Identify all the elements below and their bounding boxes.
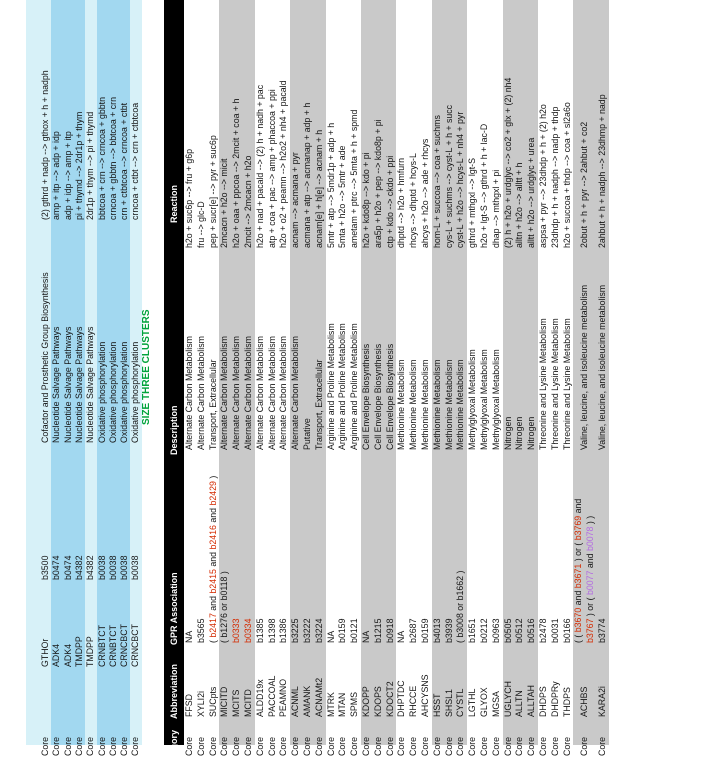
cell-abbreviation: MCITD bbox=[243, 689, 253, 717]
cell-gpr-association: b0031 bbox=[549, 618, 560, 643]
cell-reaction: pi + thymd --> 2dr1p + thym bbox=[73, 111, 84, 220]
cell-description: Alternate Carbon Metabolism bbox=[254, 336, 265, 450]
cell-reaction: atp + coa + pac --> amp + phaccoa + ppi bbox=[266, 89, 277, 248]
cell-abbreviation: HSST bbox=[431, 693, 442, 717]
cell-gpr-association: b0963 bbox=[490, 618, 501, 643]
cell-abbreviation: RHCCE bbox=[408, 685, 419, 717]
cell-category: Core bbox=[266, 736, 277, 756]
cell-abbreviation: DHPTDC bbox=[396, 680, 407, 717]
cell-category: Core bbox=[502, 736, 513, 756]
cell-gpr-association: b0474 bbox=[51, 555, 62, 580]
cell-category: Core bbox=[420, 736, 430, 756]
cell-description: Methionine Metabolism bbox=[455, 359, 466, 450]
cell-description: Threonine and Lysine Metabolism bbox=[538, 318, 548, 450]
cell-category: Core bbox=[443, 736, 454, 756]
cell-reaction: 2dr1p + thym --> pi + thymd bbox=[85, 111, 96, 220]
cell-description: Oxidative phosphorylation bbox=[119, 341, 130, 443]
cell-abbreviation: CYSTL bbox=[455, 688, 466, 717]
cell-abbreviation: MCITS bbox=[231, 689, 242, 717]
cell-category: Core bbox=[302, 736, 312, 756]
cell-category: Core bbox=[40, 736, 50, 756]
cell-reaction: h2o + kdo8p --> kdo + pi bbox=[361, 152, 371, 248]
cell-reaction: amp + itp --> adp + idp bbox=[51, 131, 62, 220]
cell-category: Core bbox=[526, 736, 537, 756]
cell-description: Valine, leucine, and isoleucine metabolism bbox=[579, 284, 590, 450]
cell-description: Nitrogen bbox=[526, 416, 537, 450]
cell-category: Core bbox=[467, 736, 478, 756]
cell-category: Core bbox=[195, 736, 206, 756]
cell-gpr-association-line2: b3767 ) or ( b0077 and b0078 ) ) bbox=[585, 515, 596, 643]
cell-abbreviation: FFSD bbox=[184, 694, 194, 717]
cell-gpr-association: b0334 bbox=[243, 618, 253, 643]
cell-gpr-association: b2687 bbox=[408, 618, 419, 643]
cell-category: Core bbox=[119, 736, 130, 756]
cell-gpr-association: b3565 bbox=[195, 618, 206, 643]
cell-reaction: adp + idp --> amp + itp bbox=[62, 131, 73, 220]
cell-abbreviation: GTHOr bbox=[40, 638, 50, 667]
cell-category: Core bbox=[62, 736, 73, 756]
cell-description: Oxidative phosphorylation bbox=[130, 341, 141, 443]
cell-category: Core bbox=[325, 736, 336, 756]
cell-gpr-association: b0474 bbox=[62, 555, 73, 580]
cell-description: Methionine Metabolism bbox=[420, 359, 430, 450]
cell-description: Methionine Metabolism bbox=[396, 359, 407, 450]
cell-abbreviation: LGTHL bbox=[467, 688, 478, 717]
cell-abbreviation: MTAN bbox=[337, 692, 348, 717]
cell-description: Methylglyoxal Metabolism bbox=[490, 349, 501, 450]
cell-abbreviation: ALLTN bbox=[514, 690, 525, 717]
cell-reaction: pep + sucr[e] --> pyr + suc6p bbox=[207, 135, 218, 248]
cell-gpr-association: b0159 bbox=[420, 618, 430, 643]
cell-reaction: crncoa + ctbt --> crn + ctbtcoa bbox=[130, 102, 141, 220]
cell-category: Core bbox=[514, 736, 525, 756]
cell-gpr-association: b3774 bbox=[597, 618, 607, 643]
cell-gpr-association: b1215 bbox=[372, 618, 383, 643]
cell-abbreviation: THDPS bbox=[561, 687, 572, 717]
cell-abbreviation: KARA2i bbox=[597, 686, 607, 717]
cell-description: Arginine and Proline Metabolism bbox=[325, 323, 336, 450]
cell-abbreviation: CRNBTCT bbox=[107, 624, 118, 667]
cell-category: Core bbox=[561, 736, 572, 756]
cell-abbreviation: ACHBS bbox=[579, 686, 590, 717]
cell-category: Core bbox=[85, 736, 96, 756]
cell-reaction: dhap --> mthgxl + pi bbox=[490, 169, 501, 248]
cell-reaction: gthrd + mthgxl --> lgt-S bbox=[467, 158, 478, 248]
cell-gpr-association: b4382 bbox=[73, 555, 84, 580]
cell-abbreviation: TMDPP bbox=[85, 636, 96, 667]
cell-reaction: acmana + atp --> acmanap + adp + h bbox=[302, 102, 312, 248]
cell-gpr-association: b0166 bbox=[561, 618, 572, 643]
cell-description: Methionine Metabolism bbox=[443, 359, 454, 450]
cell-abbreviation: AMANK bbox=[302, 685, 312, 717]
cell-description: Threonine and Lysine Metabolism bbox=[561, 318, 572, 450]
cell-gpr-association: b0516 bbox=[526, 618, 537, 643]
cell-category: Core bbox=[73, 736, 84, 756]
cell-reaction: 23dhdp + h + nadph --> nadp + thdp bbox=[549, 106, 560, 248]
column-header-gpr-association: GPR Association bbox=[169, 572, 179, 645]
cell-category: Core bbox=[290, 736, 301, 756]
cell-gpr-association: NA bbox=[325, 630, 336, 643]
cell-description: Methylglyoxal Metabolism bbox=[467, 349, 478, 450]
cell-description: Cell Envelope Biosynthesis bbox=[372, 343, 383, 450]
cell-description: Methionine Metabolism bbox=[431, 359, 442, 450]
column-header-reaction: Reaction bbox=[169, 184, 179, 223]
cell-description: Transport, Extracellular bbox=[313, 359, 324, 450]
cell-reaction: ctp + kdo --> ckdo + ppi bbox=[384, 155, 395, 248]
cell-reaction: fru --> glc-D bbox=[195, 201, 206, 248]
cell-description: Putative bbox=[302, 418, 312, 450]
cell-gpr-association: NA bbox=[184, 630, 194, 643]
cell-gpr-association: b0333 bbox=[231, 618, 242, 643]
cell-gpr-association: b1386 bbox=[278, 618, 289, 643]
cell-gpr-association: b3224 bbox=[313, 618, 324, 643]
cell-category: Core bbox=[579, 736, 590, 756]
cell-abbreviation: ADK4 bbox=[62, 644, 73, 667]
cell-reaction: h2o + suc6p --> fru + g6p bbox=[184, 148, 194, 248]
cell-description: Oxidative phosphorylation bbox=[107, 341, 118, 443]
cell-reaction: h2o + lgt-S --> gthrd + h + lac-D bbox=[479, 123, 489, 248]
cell-description: Alternate Carbon Metabolism bbox=[231, 336, 242, 450]
cell-gpr-association: NA bbox=[361, 630, 371, 643]
cell-category: Core bbox=[337, 736, 348, 756]
cell-description: Arginine and Proline Metabolism bbox=[349, 323, 360, 450]
cell-reaction: h2o + o2 + peamn --> h2o2 + nh4 + pacald bbox=[278, 80, 289, 248]
cell-category: Core bbox=[243, 736, 253, 756]
cell-reaction: (2) gthrd + nadp --> gthox + h + nadph bbox=[40, 70, 50, 220]
cell-category: Core bbox=[372, 736, 383, 756]
cell-reaction: rhcys --> dhptd + hcys-L bbox=[408, 153, 419, 248]
cell-gpr-association: b0038 bbox=[96, 555, 107, 580]
cell-reaction: cys-L + suchms --> cyst-L + h + succ bbox=[443, 104, 454, 248]
cell-gpr-association: b3939 bbox=[443, 618, 454, 643]
cell-description: Alternate Carbon Metabolism bbox=[219, 336, 230, 450]
cell-abbreviation: CRNCBCT bbox=[130, 623, 141, 667]
column-header-category: Category bbox=[169, 729, 179, 769]
cell-abbreviation: DHDPS bbox=[538, 686, 548, 717]
cell-category: Core bbox=[278, 736, 289, 756]
cell-reaction: 2mcacn + h2o --> micit bbox=[219, 158, 230, 248]
cell-category: Core bbox=[549, 736, 560, 756]
cell-category: Core bbox=[130, 736, 141, 756]
cell-category: Core bbox=[538, 736, 548, 756]
cell-gpr-association: b4013 bbox=[431, 618, 442, 643]
cell-gpr-association: b2478 bbox=[538, 618, 548, 643]
cell-reaction: dhptd --> h2o + hmfurn bbox=[396, 158, 407, 248]
cell-reaction: acnam[e] + h[e] --> acnam + h bbox=[313, 129, 324, 248]
cell-abbreviation: ALLTAH bbox=[526, 685, 537, 717]
cell-gpr-association: b0038 bbox=[119, 555, 130, 580]
cell-reaction: acnam --> acmana + pyr bbox=[290, 152, 301, 248]
cell-reaction: ara5p + h2o + pep --> kdo8p + pi bbox=[372, 119, 383, 248]
cell-reaction: ahcys + h2o --> ade + rhcys bbox=[420, 138, 430, 248]
cell-reaction: (2) h + h2o + urdglyc --> co2 + glx + (2) nh4 bbox=[502, 77, 513, 248]
cell-gpr-association-line1: ( ( b3670 and b3671 ) or ( b3769 and bbox=[573, 498, 584, 643]
cell-description: Nucleotide Salvage Pathways bbox=[73, 326, 84, 443]
cell-category: Core bbox=[455, 736, 466, 756]
cell-abbreviation: SPMS bbox=[349, 692, 360, 717]
cell-reaction: h2o + succoa + thdp --> coa + sl2a6o bbox=[561, 102, 572, 248]
cell-abbreviation: SHSL1 bbox=[443, 689, 454, 717]
cell-description: Nucleotide Salvage Pathways bbox=[62, 326, 73, 443]
cell-reaction: hom-L + succoa --> coa + suchms bbox=[431, 115, 442, 248]
cell-category: Core bbox=[107, 736, 118, 756]
cell-reaction: 2obut + h + pyr --> 2ahbut + co2 bbox=[579, 121, 590, 248]
cell-description: Alternate Carbon Metabolism bbox=[278, 336, 289, 450]
cell-description: Valine, leucine, and isoleucine metabolism bbox=[597, 284, 607, 450]
cell-description: Alternate Carbon Metabolism bbox=[243, 336, 253, 450]
cell-gpr-association: b1398 bbox=[266, 618, 277, 643]
cell-abbreviation: MGSA bbox=[490, 691, 501, 717]
cell-category: Core bbox=[384, 736, 395, 756]
cell-gpr-association: b4382 bbox=[85, 555, 96, 580]
cell-gpr-association: ( b1276 or b0118 ) bbox=[219, 571, 230, 643]
cell-abbreviation: KDOCT2 bbox=[384, 681, 395, 717]
cell-abbreviation: ALDD19x bbox=[254, 679, 265, 717]
cell-abbreviation: ACNML bbox=[290, 686, 301, 717]
cell-category: Core bbox=[490, 736, 501, 756]
cell-description: Methylglyoxal Metabolism bbox=[479, 349, 489, 450]
cell-abbreviation: KDOPS bbox=[372, 686, 383, 717]
cell-reaction: crncoa + gbbtn --> bbtcoa + crn bbox=[107, 97, 118, 220]
cell-description: Oxidative phosphorylation bbox=[96, 341, 107, 443]
cell-reaction: h2o + nad + pacald --> (2) h + nadh + pac bbox=[254, 84, 265, 248]
cell-gpr-association: b0918 bbox=[384, 618, 395, 643]
cell-abbreviation: PEAMNO bbox=[278, 678, 289, 717]
cell-gpr-association: b0212 bbox=[479, 618, 489, 643]
cell-category: Core bbox=[479, 736, 489, 756]
cell-abbreviation: MTRK bbox=[325, 692, 336, 717]
cell-abbreviation: AHCYSNS bbox=[420, 674, 430, 717]
cell-category: Core bbox=[184, 736, 194, 756]
cell-description: Cell Envelope Biosynthesis bbox=[384, 343, 395, 450]
cell-category: Core bbox=[349, 736, 360, 756]
cell-gpr-association: ( b3008 or b1662 ) bbox=[455, 570, 466, 643]
cell-description: Transport, Extracellular bbox=[207, 359, 218, 450]
cell-abbreviation: TMDPP bbox=[73, 636, 84, 667]
cell-reaction: alltt + h2o --> urdglyc + urea bbox=[526, 137, 537, 248]
cell-abbreviation: ACNAMt2 bbox=[313, 677, 324, 717]
cell-abbreviation: CRNCBCT bbox=[119, 623, 130, 667]
cell-description: Cofactor and Prosthetic Group Biosynthesis bbox=[40, 272, 50, 443]
cell-abbreviation: ADK4 bbox=[51, 644, 62, 667]
cell-abbreviation: XYLI2i bbox=[195, 691, 206, 717]
cell-gpr-association: b0512 bbox=[514, 618, 525, 643]
cell-reaction: aspsa + pyr --> 23dhdp + h + (2) h2o bbox=[538, 104, 548, 248]
cell-gpr-association: b3225 bbox=[290, 618, 301, 643]
cell-abbreviation: KDOPP bbox=[361, 686, 371, 717]
cell-reaction: alltn + h2o --> alltt + h bbox=[514, 162, 525, 248]
cell-category: Core bbox=[408, 736, 419, 756]
cell-description: Nitrogen bbox=[514, 416, 525, 450]
cell-reaction: cyst-L + h2o --> hcys-L + nh4 + pyr bbox=[455, 111, 466, 248]
cell-abbreviation: PACCOAL bbox=[266, 675, 277, 717]
cell-description: Methionine Metabolism bbox=[408, 359, 419, 450]
cell-gpr-association: b0505 bbox=[502, 618, 513, 643]
column-header-abbreviation: Abbreviation bbox=[169, 663, 179, 719]
cell-category: Core bbox=[96, 736, 107, 756]
cell-category: Core bbox=[219, 736, 230, 756]
cell-reaction: h2o + oaa + ppcoa --> 2mcit + coa + h bbox=[231, 98, 242, 248]
cell-description: Alternate Carbon Metabolism bbox=[290, 336, 301, 450]
cell-gpr-association: b1651 bbox=[467, 618, 478, 643]
cell-reaction: 5mtr + atp --> 5mdr1p + adp + h bbox=[325, 122, 336, 248]
cell-gpr-association: b0038 bbox=[130, 555, 141, 580]
cell-category: Core bbox=[597, 736, 607, 756]
cell-category: Core bbox=[396, 736, 407, 756]
cell-gpr-association: b3500 bbox=[40, 555, 50, 580]
cell-reaction: 2mcit --> 2mcacn + h2o bbox=[243, 155, 253, 248]
section-heading: SIZE THREE CLUSTERS bbox=[141, 309, 152, 425]
cell-gpr-association: b1385 bbox=[254, 618, 265, 643]
cell-category: Core bbox=[51, 736, 62, 756]
cell-reaction: 2ahbut + h + nadph --> 23dhmp + nadp bbox=[597, 94, 607, 248]
cell-category: Core bbox=[431, 736, 442, 756]
cell-abbreviation: CRNBTCT bbox=[96, 624, 107, 667]
cell-abbreviation: DHDPRy bbox=[549, 681, 560, 717]
cell-category: Core bbox=[361, 736, 371, 756]
cell-description: Alternate Carbon Metabolism bbox=[184, 336, 194, 450]
cell-gpr-association: b0121 bbox=[349, 618, 360, 643]
cell-gpr-association: b3222 bbox=[302, 618, 312, 643]
cell-gpr-association: NA bbox=[396, 630, 407, 643]
cell-gpr-association: b0159 bbox=[337, 618, 348, 643]
cell-description: Alternate Carbon Metabolism bbox=[195, 336, 206, 450]
cell-reaction: 5mta + h2o --> 5mtr + ade bbox=[337, 145, 348, 248]
cell-gpr-association: ( b2417 and b2415 and b2416 and b2429 ) bbox=[207, 475, 218, 643]
cell-reaction: ametam + ptrc --> 5mta + h + spmd bbox=[349, 109, 360, 248]
cell-description: Threonine and Lysine Metabolism bbox=[549, 318, 560, 450]
cell-category: Core bbox=[231, 736, 242, 756]
cell-category: Core bbox=[313, 736, 324, 756]
cell-description: Alternate Carbon Metabolism bbox=[266, 336, 277, 450]
cell-description: Nitrogen bbox=[502, 416, 513, 450]
cell-reaction: bbtcoa + crn --> crncoa + gbbtn bbox=[96, 97, 107, 220]
cell-abbreviation: UGLYCH bbox=[502, 680, 513, 717]
cell-reaction: crn + ctbtcoa --> crncoa + ctbt bbox=[119, 102, 130, 220]
cell-abbreviation: SUCpts bbox=[207, 686, 218, 717]
cell-category: Core bbox=[254, 736, 265, 756]
cell-abbreviation: GLYOX bbox=[479, 687, 489, 717]
cell-category: Core bbox=[207, 736, 218, 756]
cell-abbreviation: MICITD bbox=[219, 686, 230, 717]
cell-description: Cell Envelope Biosynthesis bbox=[361, 343, 371, 450]
cell-description: Nucleotide Salvage Pathways bbox=[85, 326, 96, 443]
cell-gpr-association: b0038 bbox=[107, 555, 118, 580]
cell-description: Arginine and Proline Metabolism bbox=[337, 323, 348, 450]
column-header-description: Description bbox=[169, 405, 179, 455]
cell-description: Nucleotide Salvage Pathways bbox=[51, 326, 62, 443]
